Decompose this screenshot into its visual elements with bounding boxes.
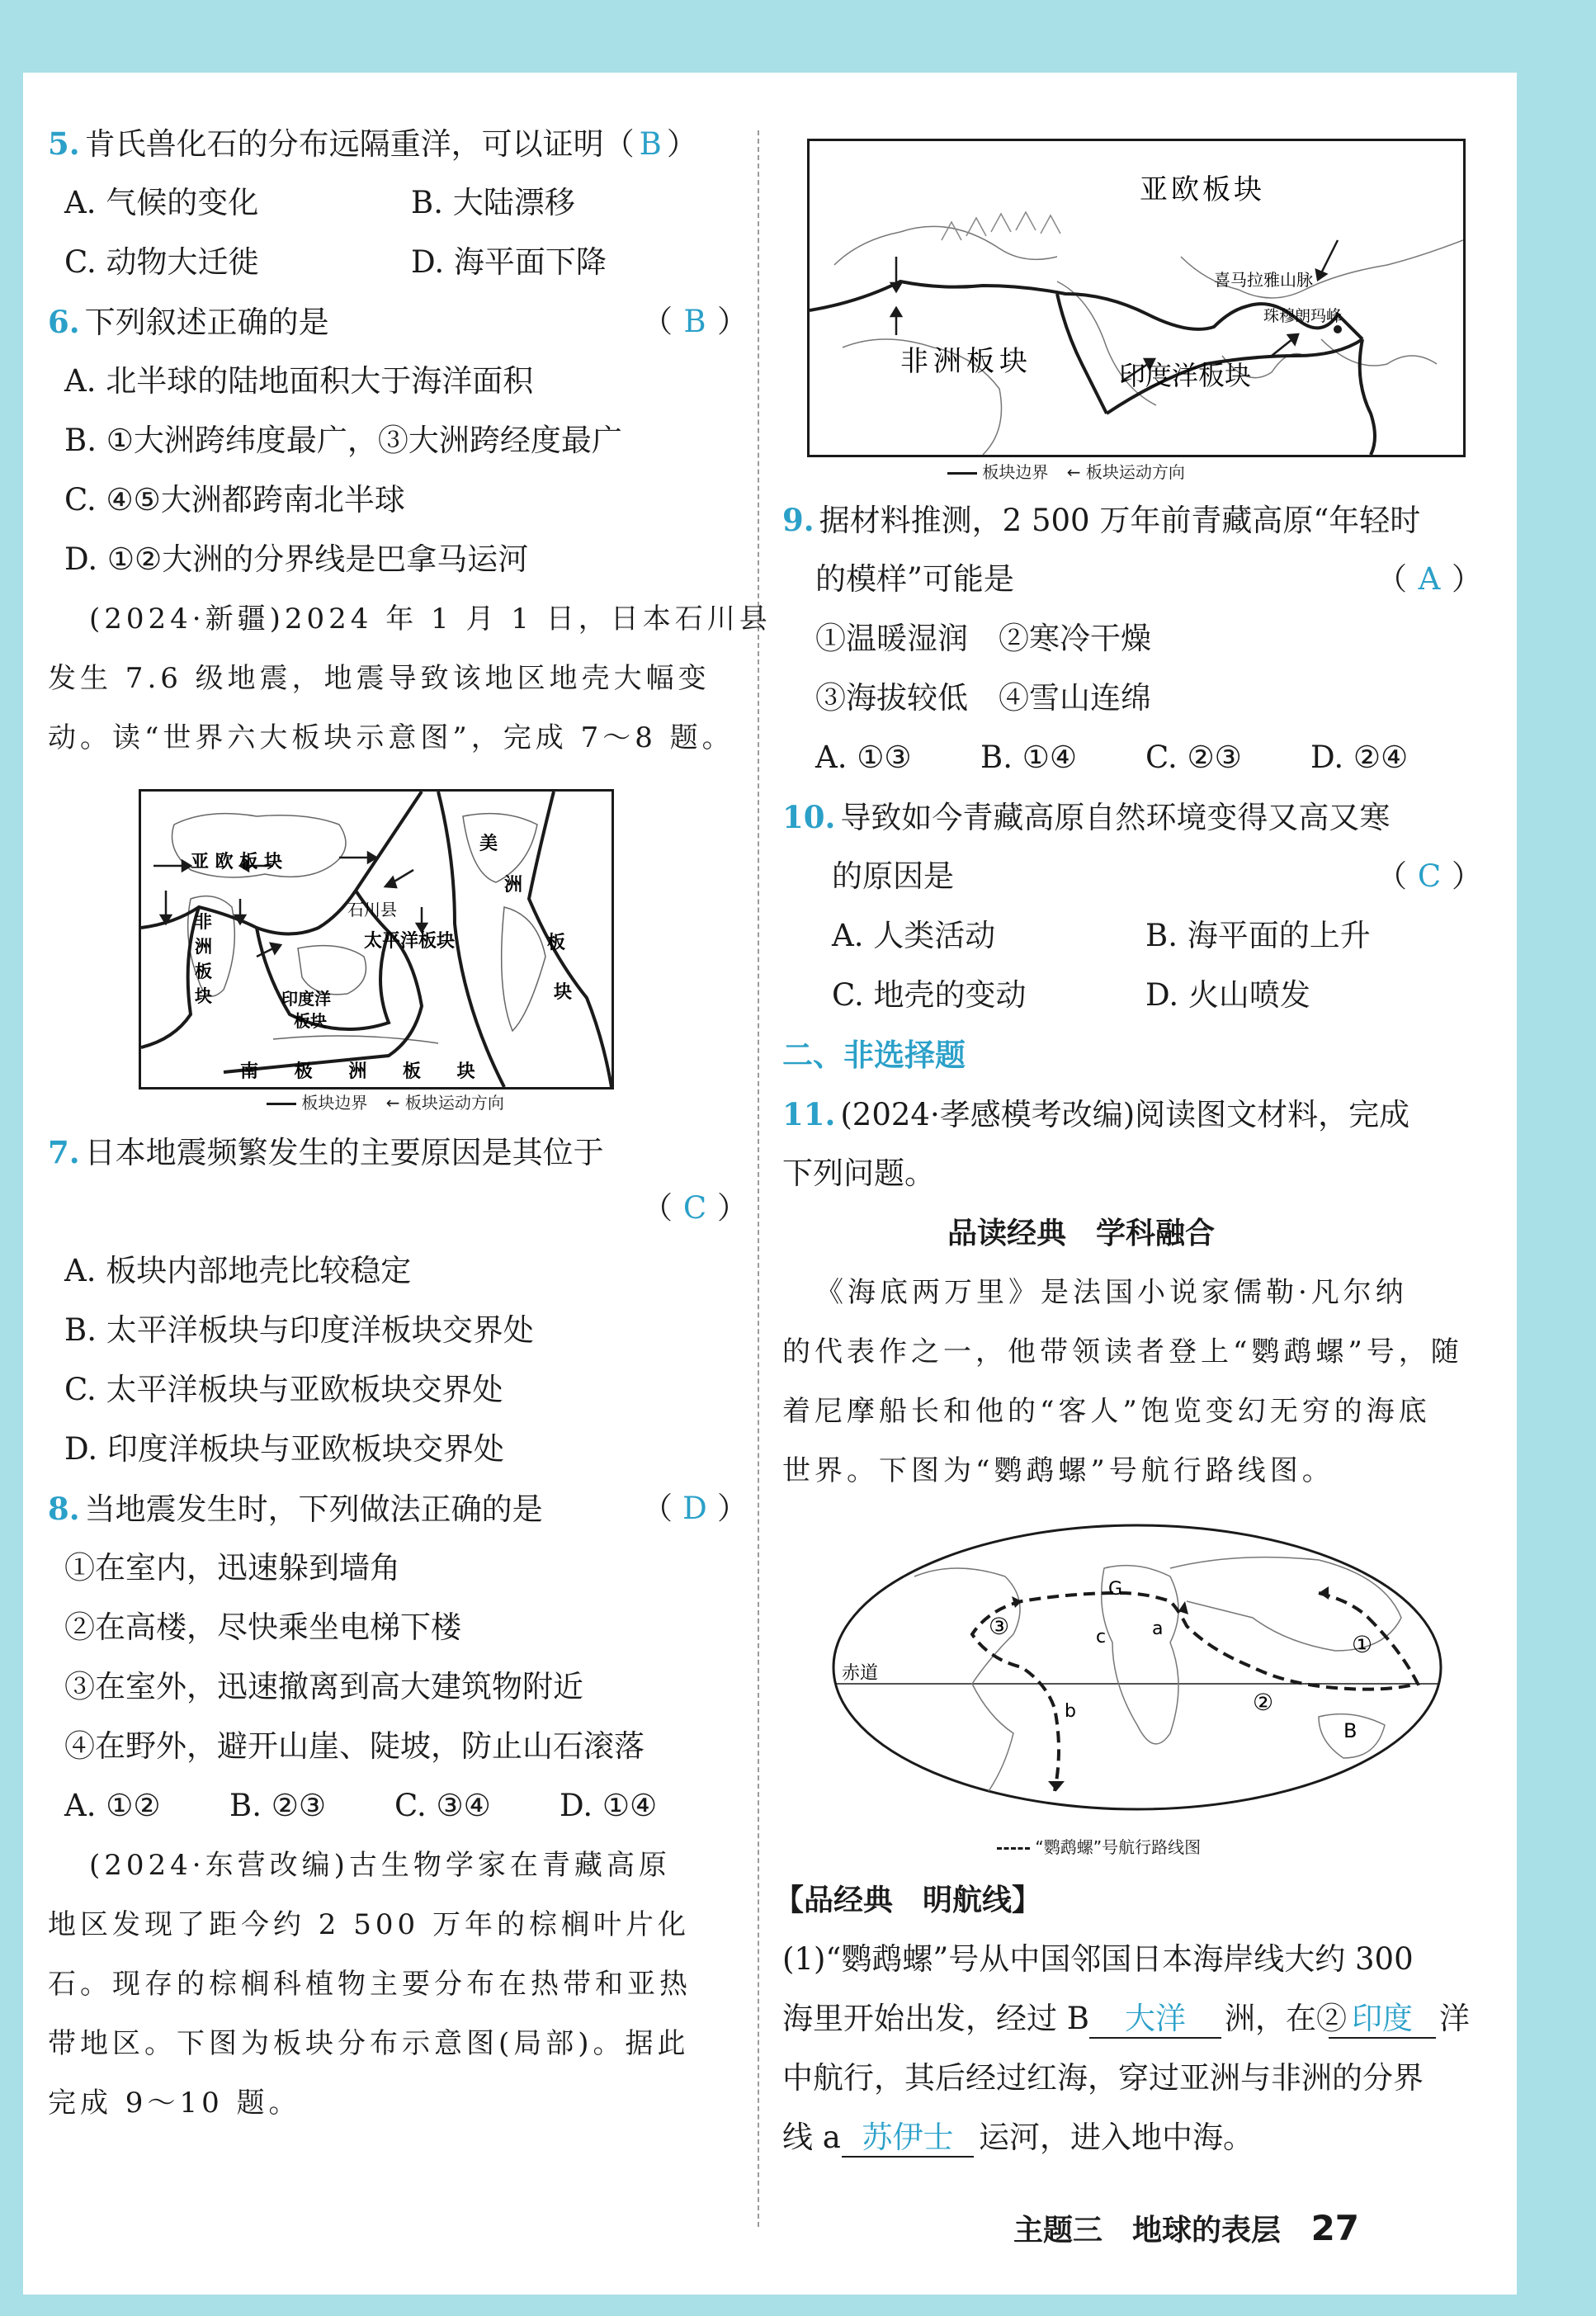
map2-label-eurasia: 亚欧板块 — [1140, 173, 1265, 206]
q11-part1-line4a: 线 a — [782, 2120, 841, 2155]
q11-part1-line3: 中航行，其后经过红海，穿过亚洲与非洲的分界 — [782, 2060, 1424, 2096]
footer-theme: 主题三 地球的表层 — [1013, 2214, 1282, 2247]
map1-label-america-3: 板 — [547, 933, 566, 953]
q10-answer: C — [1417, 858, 1442, 894]
material1-line3: 动。读“世界六大板块示意图”，完成 7～8 题。 — [48, 721, 734, 754]
q8-stem — [48, 1489, 543, 1529]
nautilus-route-map — [824, 1519, 1451, 1832]
q10-number: 10. — [782, 799, 836, 835]
q9-answer: A — [1418, 561, 1441, 597]
classic-line2: 的代表作之一，他带领读者登上“鹦鹉螺”号，随 — [782, 1335, 1463, 1368]
map1-label-america-2: 洲 — [504, 875, 523, 896]
map1-legend — [267, 1089, 504, 1113]
classic-line3: 着尼摩船长和他的“客人”饱览变幻无穷的海底 — [782, 1395, 1431, 1428]
map1-label-antarctic: 南 极 洲 板 块 — [240, 1061, 490, 1082]
q10-stem-line2: 的原因是 — [832, 858, 954, 894]
q5-stem — [48, 124, 697, 164]
q5-answer: B — [639, 126, 662, 162]
q10-stem-line1 — [782, 797, 1390, 838]
q10-option-a: A. 人类活动 — [832, 918, 996, 953]
map1-label-america-4: 块 — [554, 982, 573, 1003]
map3-label-c: c — [1096, 1627, 1107, 1647]
regional-plates-svg — [810, 141, 1463, 455]
q8-option-b: B. ②③ — [229, 1788, 327, 1823]
q11-part1-line2a: 海里开始出发，经过 B — [782, 2001, 1089, 2036]
map3-label-g: G — [1108, 1579, 1123, 1600]
material2-line2: 地区发现了距今约 2 500 万年的棕榈叶片化 — [48, 1908, 690, 1941]
q11-stem-text-1: (2024·孝感模考改编)阅读图文材料，完成 — [840, 1097, 1410, 1132]
map1-label-ishikawa: 石川县 — [347, 900, 397, 919]
q6-answer: B — [683, 304, 706, 339]
q5-option-d: D. 海平面下降 — [411, 244, 607, 280]
q9-items-1: ①温暖湿润 ②寒冷干燥 — [815, 621, 1151, 656]
arrow-left-icon: ← — [1066, 462, 1081, 482]
q9-option-d: D. ②④ — [1310, 740, 1409, 775]
q10-stem-text-1: 导致如今青藏高原自然环境变得又高又寒 — [840, 800, 1391, 835]
map2-label-indian: 印度洋板块 — [1119, 360, 1252, 391]
q7-option-a: A. 板块内部地壳比较稳定 — [64, 1253, 412, 1288]
map3-label-b: b — [1065, 1701, 1076, 1722]
map1-label-africa-2: 洲 — [195, 937, 212, 957]
q11-blank-1[interactable]: 大洋 — [1089, 1999, 1221, 2039]
q11-number: 11. — [782, 1096, 836, 1132]
q8-number: 8. — [48, 1491, 80, 1527]
q7-stem-text: 日本地震频繁发生的主要原因是其位于 — [84, 1135, 604, 1170]
material2-line4: 带地区。下图为板块分布示意图(局部)。据此 — [48, 2027, 690, 2060]
q11-blank-2[interactable]: 印度 — [1329, 1999, 1436, 2039]
map2-legend — [947, 459, 1185, 483]
q7-stem — [48, 1132, 604, 1173]
q7-answer-box: （ C ） — [642, 1189, 748, 1228]
classic-line1: 《海底两万里》是法国小说家儒勒·凡尔纳 — [815, 1276, 1408, 1309]
q8-stem-text: 当地震发生时，下列做法正确的是 — [84, 1491, 543, 1527]
column-divider — [758, 130, 759, 2227]
q8-option-a: A. ①② — [64, 1788, 161, 1823]
q9-option-a: A. ①③ — [815, 740, 912, 775]
dashed-line-icon — [997, 1847, 1030, 1850]
q6-option-a: A. 北半球的陆地面积大于海洋面积 — [64, 363, 534, 399]
boundary-line-icon — [947, 472, 977, 475]
q9-option-c: C. ②③ — [1145, 740, 1242, 775]
q11-part1-line2b: 洲，在② — [1225, 2001, 1347, 2036]
q6-answer-box: （ B ） — [642, 302, 748, 342]
q9-stem-line1 — [782, 500, 1420, 541]
q6-option-d: D. ①②大洲的分界线是巴拿马运河 — [64, 541, 529, 577]
map3-label-route-3: ③ — [989, 1613, 1010, 1640]
page-footer — [1013, 2207, 1359, 2249]
q5-number: 5. — [48, 125, 80, 162]
q7-option-c: C. 太平洋板块与亚欧板块交界处 — [64, 1372, 503, 1407]
material2-line5: 完成 9～10 题。 — [48, 2087, 301, 2120]
q11-part1-line1: (1)“鹦鹉螺”号从中国邻国日本海岸线大约 300 — [782, 1941, 1414, 1977]
q8-answer-box: （ D ） — [642, 1489, 748, 1529]
q6-stem — [48, 302, 329, 343]
q9-number: 9. — [782, 502, 815, 538]
map3-legend-text: “鹦鹉螺”号航行路线图 — [1035, 1837, 1202, 1857]
classic-title: 品读经典 学科融合 — [947, 1216, 1216, 1250]
map1-label-indian-1: 印度洋 — [281, 989, 331, 1009]
q11-part1-line4b: 运河，进入地中海。 — [979, 2120, 1254, 2155]
q9-stem-text-1: 据材料推测，2 500 万年前青藏高原“年轻时 — [819, 503, 1421, 538]
q7-option-b: B. 太平洋板块与印度洋板块交界处 — [64, 1312, 534, 1348]
q11-part1-line2c: 洋 — [1439, 2001, 1470, 2036]
map1-label-indian-2: 板块 — [294, 1011, 327, 1031]
q8-item-3: ③在室外，迅速撤离到高大建筑物附近 — [64, 1669, 583, 1704]
map2-legend-motion: 板块运动方向 — [1085, 462, 1185, 482]
q5-stem-text: 肯氏兽化石的分布远隔重洋，可以证明（ — [84, 126, 635, 162]
page-number: 27 — [1310, 2208, 1360, 2248]
q10-option-d: D. 火山喷发 — [1145, 977, 1310, 1013]
q5-option-a: A. 气候的变化 — [64, 185, 259, 220]
map3-label-big-b: B — [1343, 1719, 1358, 1742]
q11-blank-3[interactable]: 苏伊士 — [842, 2118, 974, 2158]
q7-number: 7. — [48, 1134, 80, 1170]
map1-label-africa-4: 块 — [195, 986, 212, 1006]
q6-number: 6. — [48, 304, 80, 340]
q7-answer: C — [682, 1190, 707, 1226]
q5-option-b: B. 大陆漂移 — [411, 185, 575, 220]
map1-legend-motion: 板块运动方向 — [404, 1093, 504, 1113]
q5-close: ） — [666, 126, 697, 162]
boundary-line-icon — [267, 1103, 296, 1105]
q8-option-c: C. ③④ — [394, 1788, 491, 1823]
material1-line2: 发生 7.6 级地震，地震导致该地区地壳大幅变 — [48, 662, 711, 695]
q9-option-b: B. ①④ — [980, 740, 1078, 775]
q9-items-2: ③海拔较低 ④雪山连绵 — [815, 680, 1151, 716]
map3-label-route-2: ② — [1253, 1689, 1274, 1716]
map2-label-africa: 非洲板块 — [900, 345, 1032, 378]
material2-line3: 石。现存的棕榈科植物主要分布在热带和亚热 — [48, 1968, 692, 2001]
q5-option-c: C. 动物大迁徙 — [64, 244, 259, 280]
subsection-heading: 【品经典 明航线】 — [774, 1883, 1042, 1917]
q6-stem-text: 下列叙述正确的是 — [84, 305, 329, 340]
q7-option-d: D. 印度洋板块与亚欧板块交界处 — [64, 1431, 504, 1467]
page-sheet — [23, 73, 1517, 2295]
q10-option-b: B. 海平面的上升 — [1145, 918, 1371, 953]
map3-label-route-1: ① — [1352, 1631, 1373, 1658]
q8-item-4: ④在野外，避开山崖、陡坡，防止山石滚落 — [64, 1728, 645, 1764]
q10-option-c: C. 地壳的变动 — [832, 977, 1027, 1013]
map3-label-a: a — [1152, 1619, 1164, 1639]
map1-label-africa-1: 非 — [195, 912, 212, 932]
map1-label-eurasia: 亚 欧 板 块 — [191, 852, 282, 872]
classic-line4: 世界。下图为“鹦鹉螺”号航行路线图。 — [782, 1454, 1334, 1487]
map3-label-equator: 赤道 — [842, 1663, 879, 1684]
q11-stem-line2: 下列问题。 — [782, 1156, 935, 1191]
q10-answer-box: （ C ） — [1376, 857, 1482, 896]
map1-label-america-1: 美 — [479, 834, 498, 854]
q9-stem-line2: 的模样”可能是 — [815, 561, 1014, 597]
q8-answer: D — [682, 1491, 707, 1526]
material2-line1: (2024·东营改编)古生物学家在青藏高原 — [89, 1849, 671, 1882]
q8-item-2: ②在高楼，尽快乘坐电梯下楼 — [64, 1609, 461, 1645]
map1-label-pacific: 太平洋板块 — [364, 931, 456, 952]
map1-legend-boundary: 板块边界 — [301, 1093, 368, 1113]
q11-stem-line1 — [782, 1094, 1409, 1135]
map2-label-himalaya: 喜马拉雅山脉 — [1214, 270, 1313, 290]
material1-line1: (2024·新疆)2024 年 1 月 1 日，日本石川县 — [89, 603, 772, 636]
map3-legend — [997, 1834, 1201, 1858]
nautilus-route-svg — [824, 1519, 1451, 1832]
map2-label-everest: 珠穆朗玛峰 — [1263, 307, 1343, 325]
map2-legend-boundary: 板块边界 — [982, 462, 1049, 482]
world-plates-map — [139, 789, 614, 1089]
q6-option-c: C. ④⑤大洲都跨南北半球 — [64, 482, 405, 518]
regional-plates-map — [807, 139, 1466, 457]
q6-option-b: B. ①大洲跨纬度最广，③大洲跨经度最广 — [64, 423, 622, 458]
section-heading: 二、非选择题 — [782, 1037, 966, 1073]
q8-option-d: D. ①④ — [560, 1788, 658, 1823]
map1-label-africa-3: 板 — [195, 962, 212, 981]
q8-item-1: ①在室内，迅速躲到墙角 — [64, 1550, 400, 1586]
q9-answer-box: （ A ） — [1376, 560, 1482, 599]
world-plates-svg — [141, 792, 611, 1087]
arrow-left-icon: ← — [385, 1093, 400, 1113]
